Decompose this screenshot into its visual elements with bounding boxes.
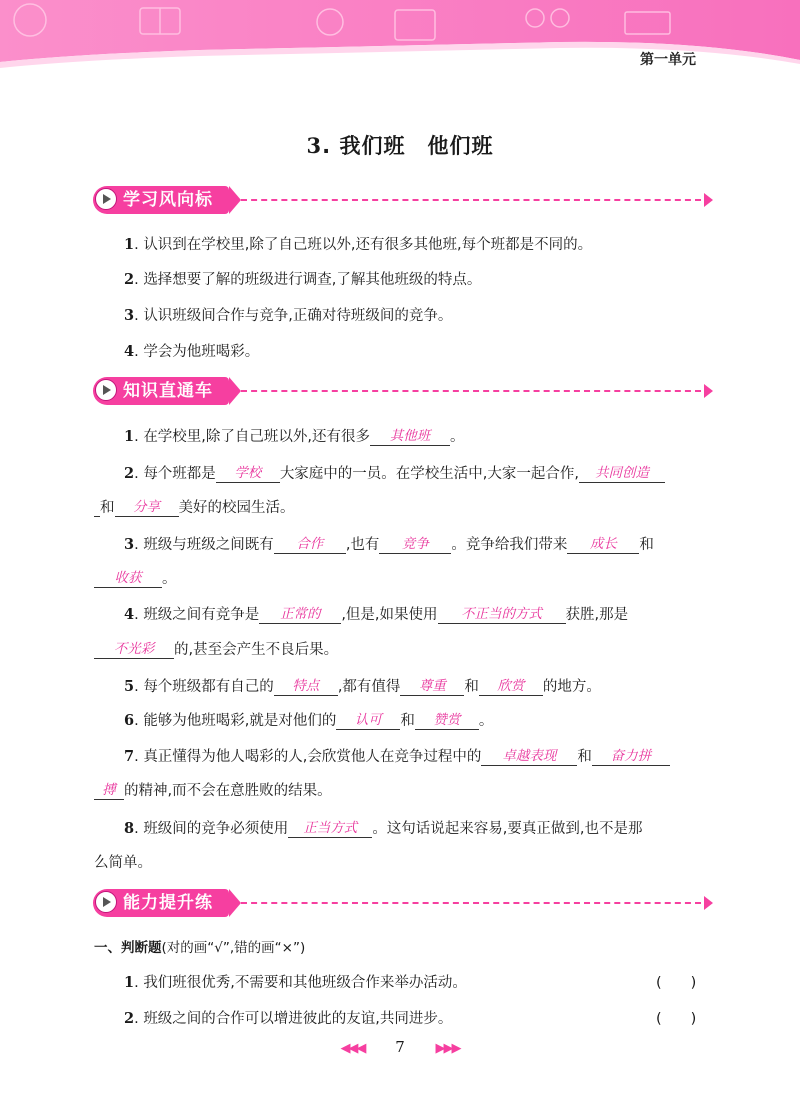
question-item: 2. 每个班都是 学校 大家庭中的一员。在学校生活中,大家一起合作, 共同创造 — [124, 462, 665, 483]
question-item-cont: 和 分享 美好的校园生活。 — [94, 496, 295, 517]
list-item: 1. 我们班很优秀,不需要和其他班级合作来举办活动。 — [124, 974, 467, 991]
question-item: 1. 在学校里,除了自己班以外,还有很多 其他班 。 — [124, 428, 465, 445]
unit-label: 第一单元 — [640, 52, 696, 68]
answer-blank: 竞争 — [379, 535, 451, 554]
answer-blank: 其他班 — [370, 427, 450, 446]
answer-blank: 搏 — [94, 781, 124, 800]
answer-paren[interactable]: ( ) — [656, 975, 697, 991]
list-item: 2. 班级之间的合作可以增进彼此的友谊,共同进步。 — [124, 1010, 453, 1027]
page-number: 7 — [395, 1038, 405, 1056]
list-item: 1. 认识到在学校里,除了自己班以外,还有很多其他班,每个班都是不同的。 — [124, 236, 593, 253]
lesson-title-sub: 他们班 — [427, 134, 494, 158]
list-item: 2. 选择想要了解的班级进行调查,了解其他班级的特点。 — [124, 271, 482, 288]
lesson-title-main: 我们班 — [339, 134, 406, 158]
lesson-title: 3. 我们班 他们班 — [306, 133, 494, 158]
section-header-knowledge — [93, 377, 713, 407]
answer-blank: 特点 — [274, 677, 338, 696]
question-item: 7. 真正懂得为他人喝彩的人,会欣赏他人在竞争过程中的 卓越表现 和 奋力拼 — [124, 745, 670, 766]
answer-blank: 欣赏 — [479, 677, 543, 696]
question-item: 5. 每个班级都有自己的 特点 ,都有值得 尊重 和 欣赏 的地方。 — [124, 678, 601, 695]
answer-blank: 奋力拼 — [592, 747, 670, 766]
question-item: 8. 班级间的竞争必须使用 正当方式 。这句话说起来容易,要真正做到,也不是那 — [124, 820, 643, 837]
part-heading: 一、判断题(对的画“√”,错的画“×”) — [94, 940, 306, 956]
answer-blank: 收获 — [94, 569, 162, 588]
play-icon — [95, 188, 117, 210]
section-badge — [93, 186, 229, 214]
answer-blank: 赞赏 — [415, 711, 479, 730]
play-icon — [95, 891, 117, 913]
question-item-cont: 不光彩 的,甚至会产生不良后果。 — [94, 638, 338, 659]
answer-blank: 尊重 — [400, 677, 464, 696]
arrow-right-icon — [704, 193, 713, 207]
answer-blank: 卓越表现 — [481, 747, 577, 766]
question-item: 4. 班级之间有竞争是 正常的 ,但是,如果使用 不正当的方式 获胜,那是 — [124, 606, 629, 623]
right-arrows-icon: ▶▶▶ — [435, 1041, 460, 1056]
question-item-cont: 搏 的精神,而不会在意胜败的结果。 — [94, 779, 332, 800]
answer-blank: 分享 — [115, 498, 179, 517]
question-item-cont: 么简单。 — [94, 855, 152, 871]
divider — [241, 390, 701, 392]
page-footer — [0, 1038, 800, 1056]
section-badge — [93, 377, 229, 405]
question-item: 6. 能够为他班喝彩,就是对他们的 认可 和 赞赏 。 — [124, 712, 494, 729]
answer-blank: 不光彩 — [94, 640, 174, 659]
play-icon — [95, 379, 117, 401]
left-arrows-icon: ◀◀◀ — [340, 1041, 365, 1056]
question-item: 3. 班级与班级之间既有 合作 ,也有 竞争 。竞争给我们带来 成长 和 — [124, 536, 654, 553]
answer-blank: 合作 — [274, 535, 346, 554]
list-item: 3. 认识班级间合作与竞争,正确对待班级间的竞争。 — [124, 307, 453, 324]
section-header-practice — [93, 889, 713, 919]
section-badge — [93, 889, 229, 917]
section-header-goals — [93, 186, 713, 216]
answer-blank: 成长 — [567, 535, 639, 554]
question-item-cont: 收获 。 — [94, 567, 177, 588]
divider — [241, 199, 701, 201]
answer-blank: 认可 — [336, 711, 400, 730]
arrow-right-icon — [704, 896, 713, 910]
section-label: 能力提升练 — [123, 893, 213, 913]
divider — [241, 902, 701, 904]
answer-blank: 正当方式 — [288, 819, 372, 838]
answer-paren[interactable]: ( ) — [656, 1011, 697, 1027]
answer-blank: 不正当的方式 — [438, 605, 566, 624]
section-label: 知识直通车 — [123, 381, 213, 401]
lesson-number: 3 — [306, 133, 323, 158]
answer-blank: 学校 — [216, 464, 280, 483]
answer-blank: 共同创造 — [579, 464, 665, 483]
section-label: 学习风向标 — [123, 190, 213, 210]
arrow-right-icon — [704, 384, 713, 398]
answer-blank: 正常的 — [259, 605, 341, 624]
list-item: 4. 学会为他班喝彩。 — [124, 343, 260, 360]
